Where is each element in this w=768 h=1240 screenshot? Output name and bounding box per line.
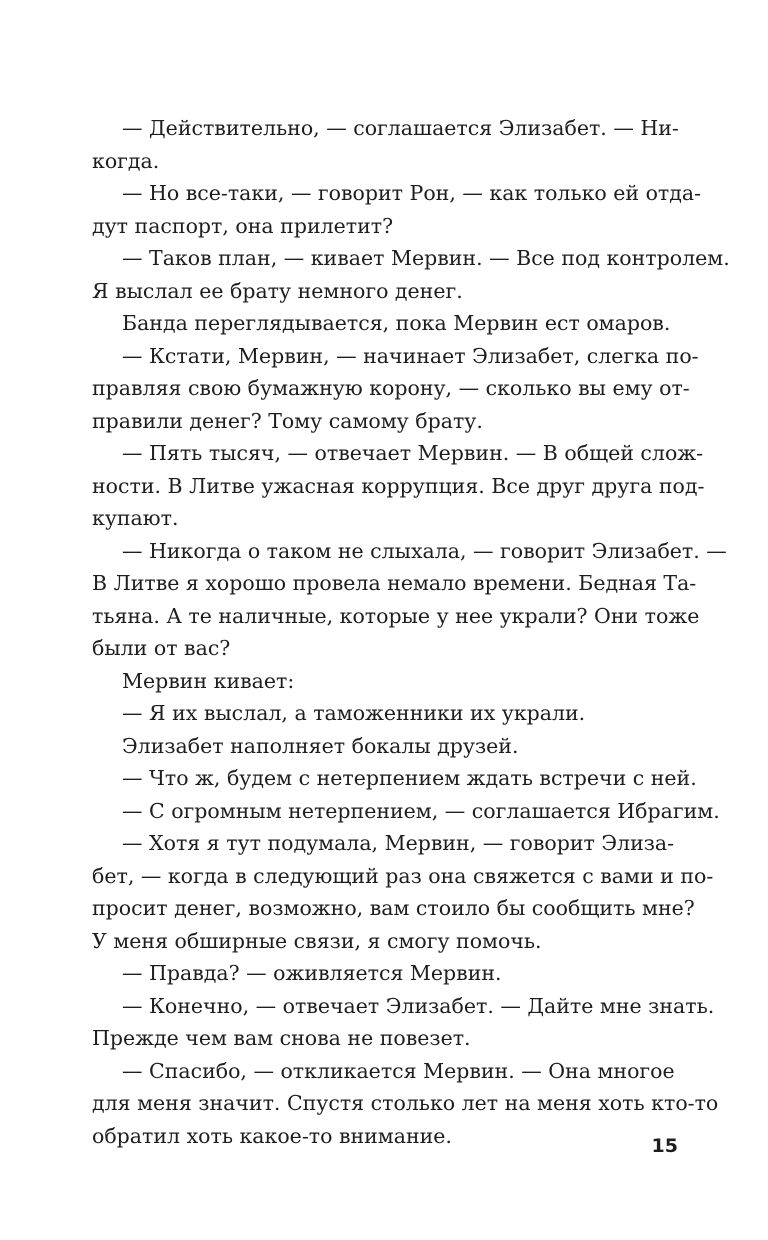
text-line: для меня значит. Спустя столько лет на меня хоть кто-то — [92, 1091, 719, 1115]
text-line: — Я их выслал, а таможенники их украли. — [122, 701, 586, 725]
text-line: — Спасибо, — откликается Мервин. — Она многое — [122, 1058, 675, 1083]
text-line: — С огромным нетерпением, — соглашается Ибрагим. — [122, 798, 720, 823]
page-number: 15 — [651, 1135, 678, 1157]
text-line: обратил хоть какое-то внимание. — [92, 1123, 452, 1148]
text-line: были от вас? — [92, 636, 231, 660]
text-line: ности. В Литве ужасная коррупция. Все друг друга под- — [92, 473, 705, 498]
text-line: бет, — когда в следующий раз она свяжется с вами и по- — [92, 863, 714, 888]
text-line: — Никогда о таком не слыхала, — говорит Элизабет. — — [122, 538, 727, 563]
text-line: Элизабет наполняет бокалы друзей. — [122, 733, 519, 758]
text-line: — Правда? — оживляется Мервин. — [122, 961, 502, 985]
text-line: Мервин кивает: — [122, 668, 295, 693]
text-line: Прежде чем вам снова не повезет. — [92, 1026, 471, 1050]
text-line: — Что ж, будем с нетерпением ждать встречи с ней. — [122, 766, 697, 790]
text-line: тьяна. А те наличные, которые у нее украли? Они тоже — [92, 603, 700, 628]
text-line: купают. — [92, 506, 179, 530]
text-line: В Литве я хорошо провела немало времени. Бедная Та- — [92, 571, 697, 595]
text-line: У меня обширные связи, я смогу помочь. — [92, 928, 542, 953]
text-line: просит денег, возможно, вам стоило бы сообщить мне? — [92, 896, 695, 920]
text-line: — Хотя я тут подумала, Мервин, — говорит Элиза- — [122, 831, 675, 855]
text-line: — Действительно, — соглашается Элизабет. — Ни- — [122, 116, 679, 140]
text-line: когда. — [92, 148, 160, 173]
text-line: Я выслал ее брату немного денег. — [92, 278, 463, 303]
text-line: правляя свою бумажную корону, — сколько вы ему от- — [92, 376, 690, 400]
text-line: — Конечно, — отвечает Элизабет. — Дайте мне знать. — [122, 993, 715, 1018]
text-line: правили денег? Тому самому брату. — [92, 408, 483, 433]
text-line: — Пять тысяч, — отвечает Мервин. — В общей слож- — [122, 441, 704, 465]
text-line: дут паспорт, она прилетит? — [92, 213, 394, 238]
text-line: — Таков план, — кивает Мервин. — Все под контролем. — [122, 246, 730, 270]
text-line: Банда переглядывается, пока Мервин ест омаров. — [122, 311, 671, 335]
text-line: — Но все-таки, — говорит Рон, — как только ей отда- — [122, 181, 702, 205]
text-line: — Кстати, Мервин, — начинает Элизабет, слегка по- — [122, 343, 699, 368]
